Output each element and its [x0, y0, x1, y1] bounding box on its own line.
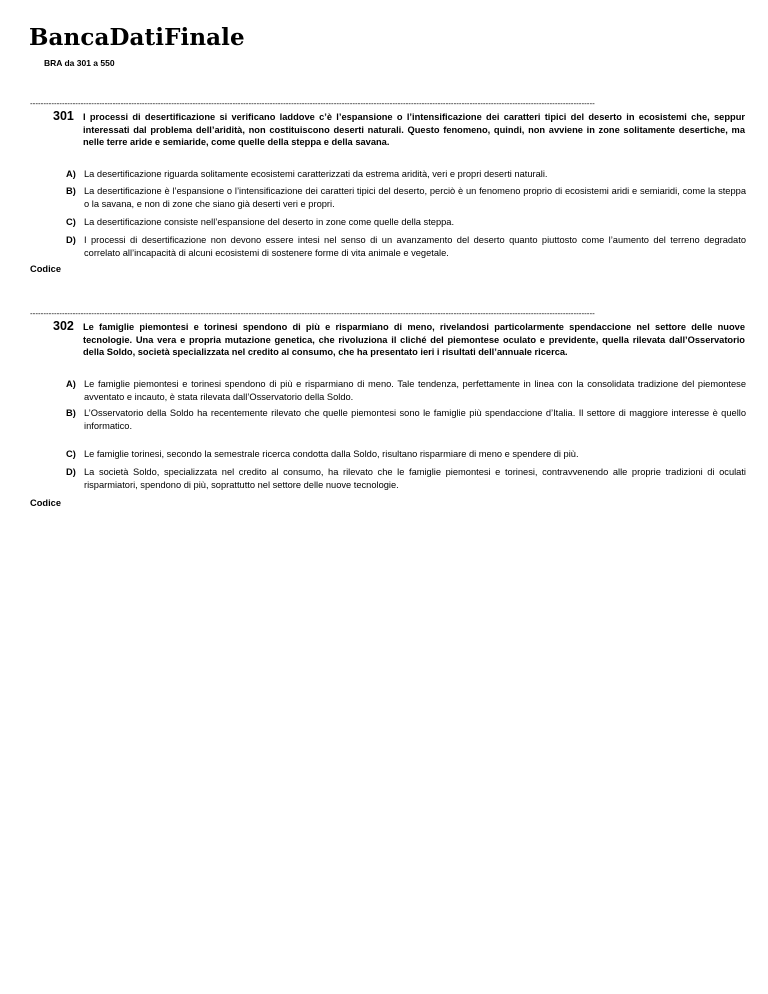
separator-line: -------------------------------------------------------------------------------------------------------------------------------------------------------------------------------------------------------------------- — [30, 100, 595, 108]
document-subtitle: BRA da 301 a 550 — [44, 58, 115, 68]
option-letter: D) — [66, 235, 76, 245]
question-text: Le famiglie piemontesi e torinesi spendono di più e risparmiano di meno, rivelandosi particolarmente spendaccione nel settore delle nuove tecnologie. Una vera e propria mutazione genetica, che rivoluziona il cliché del piemontese oculato e previdente, quella rilevata dall’Osservatorio della Soldo, società specializzata nel credito al consumo, che ha presentato ieri i risultati dell’annuale ricerca. — [83, 322, 745, 358]
option-text: I processi di desertificazione non devono essere intesi nel senso di un avanzamento del deserto quanto piuttosto come l’aumento del terreno degradato correlato all’incapacità di alcuni ecosistemi di sostenere forme di vita animale e vegetale. — [84, 235, 746, 258]
answer-option[interactable] — [66, 407, 746, 432]
option-text: Le famiglie piemontesi e torinesi spendono di più e risparmiano di meno. Tale tendenza, perfettamente in linea con la consolidata tradizione del piemontese avventato e incauto, è stata rilevata dall’Osservatorio della Soldo. — [84, 379, 746, 402]
option-letter: A) — [66, 169, 76, 179]
option-letter: C) — [66, 449, 76, 459]
option-text: La desertificazione è l’espansione o l’intensificazione dei caratteri tipici del deserto, perciò è un fenomeno proprio di ecosistemi aridi e semiaridi, come la steppa o la savana, e non di zone che siano già deserti veri e propri. — [84, 186, 746, 209]
option-text: La desertificazione riguarda solitamente ecosistemi caratterizzati da estrema aridità, veri e propri deserti naturali. — [84, 169, 548, 179]
answer-option[interactable] — [66, 185, 746, 210]
option-letter: D) — [66, 467, 76, 477]
option-text: La società Soldo, specializzata nel credito al consumo, ha rilevato che le famiglie piemontesi e torinesi, contravvenendo alle proprie tradizioni di oculati risparmiatori, spendono di più, soprattutto nel settore delle nuove tecnologie. — [84, 467, 746, 490]
question-text: I processi di desertificazione si verificano laddove c’è l’espansione o l’intensificazione dei caratteri tipici del deserto in ecosistemi che, seppur interessati dal problema dell’aridità, non costituiscono deserti naturali. Questo fenomeno, quindi, non avviene in zone solitamente desertiche, ma nelle terre aride e semiaride, come quelle della steppa e della savana. — [83, 112, 745, 148]
answer-option[interactable] — [66, 234, 746, 259]
option-letter: C) — [66, 217, 76, 227]
option-text: La desertificazione consiste nell’espansione del deserto in zone come quelle della steppa. — [84, 217, 455, 227]
question-number: 301 — [53, 109, 74, 123]
codice-label: Codice — [30, 498, 61, 508]
answer-option[interactable] — [66, 216, 746, 229]
answer-option[interactable] — [66, 466, 746, 491]
separator-line: -------------------------------------------------------------------------------------------------------------------------------------------------------------------------------------------------------------------- — [30, 310, 595, 318]
option-letter: B) — [66, 186, 76, 196]
document-title: BancaDatiFinale — [29, 24, 245, 51]
question-number: 302 — [53, 319, 74, 333]
answer-option[interactable] — [66, 448, 746, 461]
option-letter: B) — [66, 408, 76, 418]
option-letter: A) — [66, 379, 76, 389]
option-text: Le famiglie torinesi, secondo la semestrale ricerca condotta dalla Soldo, risultano risparmiare di meno e spendere di più. — [84, 449, 579, 459]
codice-label: Codice — [30, 264, 61, 274]
answer-option[interactable] — [66, 168, 746, 181]
answer-option[interactable] — [66, 378, 746, 403]
option-text: L’Osservatorio della Soldo ha recentemente rilevato che quelle piemontesi sono le famiglie più spendaccione d’Italia. Il settore di maggiore interesse è quello informatico. — [84, 408, 746, 431]
